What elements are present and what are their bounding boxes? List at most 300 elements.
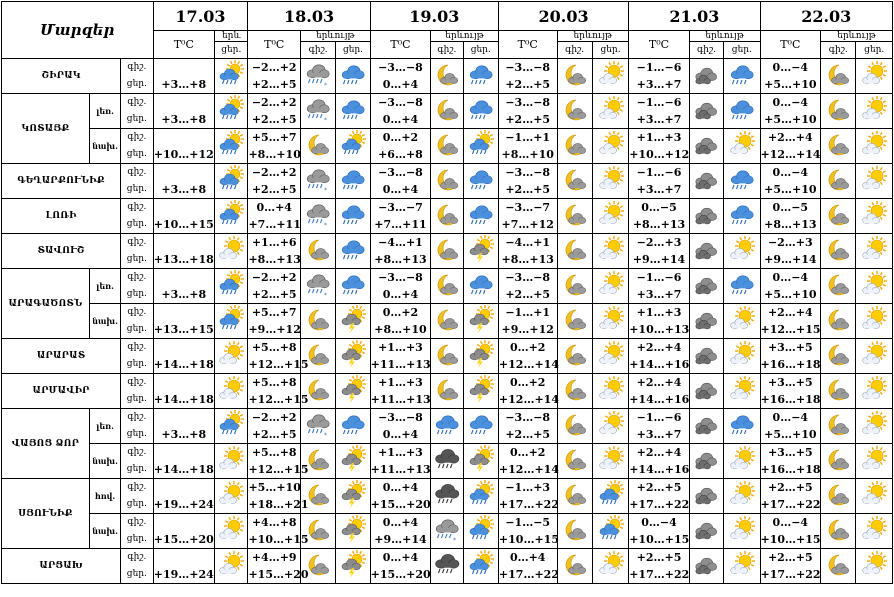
weather-icon-cell [557, 94, 592, 129]
sun-cloud-icon [859, 446, 889, 476]
day-temp: +3…+7 [636, 428, 682, 441]
night-temp: −1…−6 [636, 271, 682, 284]
weather-icon-cell [724, 94, 760, 129]
day-temp: 0…+4 [382, 428, 419, 441]
weather-icon-cell [724, 234, 760, 269]
night-temp: 0…+2 [509, 341, 546, 354]
table-row [2, 479, 893, 514]
sun-cloud-icon [596, 271, 626, 301]
temperature-cell [760, 409, 821, 444]
moon-cloud-icon [432, 201, 462, 231]
day-temp: +8…+10 [374, 323, 427, 336]
day-temp: +9…+12 [248, 323, 301, 336]
temperature-cell [629, 129, 690, 164]
day-header: ցեր. [592, 42, 628, 59]
weather-icon-cell [463, 199, 498, 234]
temperature-cell [248, 304, 301, 339]
temperature-cell [498, 479, 557, 514]
weather-icon-cell [336, 94, 370, 129]
weather-icon-cell [336, 59, 370, 94]
weather-icon-cell [431, 549, 463, 584]
night-temp: −3…−8 [378, 96, 423, 109]
date-header: 19.03 [370, 2, 498, 31]
moon-cloud-icon [560, 446, 590, 476]
day-temp: +14…+16 [629, 393, 690, 406]
weather-icon-cell [215, 444, 248, 479]
temperature-cell [370, 479, 431, 514]
sun-cloud-rain-icon [466, 516, 496, 546]
weather-icon-cell [689, 374, 723, 409]
subregion-name: լեռ. [89, 409, 120, 444]
sun-cloud-icon [727, 446, 757, 476]
night-temp: +2…+4 [767, 131, 813, 144]
night-temp: +4…+9 [251, 551, 297, 564]
weather-icon-cell [215, 94, 248, 129]
moon-cloud-icon [823, 61, 853, 91]
night-temp: +1…+3 [378, 341, 423, 354]
day-header: ցեր. [336, 42, 370, 59]
weather-icon-cell [856, 549, 893, 584]
weather-icon-cell [724, 409, 760, 444]
moon-cloud-icon [560, 271, 590, 301]
sun-cloud-storm-icon [338, 446, 368, 476]
day-temp: +17…+22 [629, 568, 690, 581]
night-temp: −4…+1 [505, 236, 551, 249]
night-temp: −1…−5 [505, 516, 551, 529]
cloud-rain-icon [466, 166, 496, 196]
night-temp: −1…−6 [636, 96, 682, 109]
temperature-cell [498, 199, 557, 234]
weather-icon-cell [724, 549, 760, 584]
day-header: ցեր. [856, 42, 893, 59]
weather-header: երևույթ [689, 31, 760, 42]
region-name: ԱՐՄԱՎԻՐ [2, 374, 121, 409]
sun-cloud-storm-icon [338, 306, 368, 336]
weather-icon-cell [856, 94, 893, 129]
weather-icon-cell [431, 269, 463, 304]
sun-cloud-rain-icon [466, 551, 496, 581]
day-temp: +3…+7 [636, 113, 682, 126]
weather-icon-cell [689, 129, 723, 164]
cloud-icon [691, 411, 721, 441]
sun-cloud-storm-icon [338, 551, 368, 581]
night-temp [154, 479, 215, 496]
day-temp: +18…+21 [248, 498, 309, 511]
sun-cloud-icon [727, 376, 757, 406]
night-temp: 0…+4 [382, 516, 419, 529]
day-temp: +10…+15 [760, 533, 821, 546]
night-temp: −3…−7 [378, 201, 423, 214]
table-row [2, 129, 893, 164]
night-temp: 0…−5 [772, 201, 809, 214]
svg-text:*: * [324, 292, 328, 299]
day-temp: +3…+8 [161, 113, 207, 126]
sun-cloud-icon [859, 551, 889, 581]
weather-icon-cell [431, 164, 463, 199]
weather-icon-cell [856, 269, 893, 304]
night-temp: −3…−8 [378, 411, 423, 424]
temperature-cell [248, 164, 301, 199]
sun-cloud-storm-icon [338, 481, 368, 511]
region-name: ԿՈՏԱՅՔ [2, 94, 90, 164]
night-temp: −2…+3 [767, 236, 813, 249]
temp-header: T⁰C [153, 31, 215, 59]
temperature-cell [760, 444, 821, 479]
sun-cloud-icon [859, 481, 889, 511]
day-temp: +12…+15 [248, 463, 309, 476]
day-temp: +10…+12 [629, 148, 690, 161]
date-header: 22.03 [760, 2, 892, 31]
weather-icon-cell [821, 409, 856, 444]
day-temp: +5…+10 [764, 113, 817, 126]
temperature-cell [248, 129, 301, 164]
night-day-labels: գիշ. ցեր. [121, 199, 153, 234]
weather-icon-cell [689, 444, 723, 479]
temperature-cell [760, 269, 821, 304]
day-temp: 0…+4 [382, 78, 419, 91]
weather-icon-cell [689, 409, 723, 444]
night-temp [154, 549, 215, 566]
subregion-name: լեռ. [89, 269, 120, 304]
temperature-cell [760, 514, 821, 549]
moon-cloud-icon [560, 96, 590, 126]
weather-icon-cell [431, 339, 463, 374]
day-temp: +10…+15 [629, 533, 690, 546]
night-header: գիշ. [300, 42, 335, 59]
temperature-cell [248, 479, 309, 514]
temperature-cell [370, 164, 431, 199]
svg-text:*: * [324, 82, 328, 89]
cloud-rain-snow-icon [303, 61, 333, 91]
weather-icon-cell [724, 444, 760, 479]
night-temp: +1…+3 [378, 446, 423, 459]
temperature-cell [248, 199, 301, 234]
weather-icon-cell [336, 514, 370, 549]
weather-icon-cell [557, 234, 592, 269]
moon-cloud-icon [560, 481, 590, 511]
weather-icon-cell [592, 374, 628, 409]
table-row [2, 234, 893, 269]
sun-cloud-icon [596, 96, 626, 126]
sun-cloud-icon [216, 481, 246, 511]
weather-icon-cell [463, 59, 498, 94]
temperature-cell [629, 94, 690, 129]
temperature-cell [760, 549, 821, 584]
moon-cloud-icon [560, 341, 590, 371]
temperature-cell [629, 549, 690, 584]
night-temp: 0…+2 [509, 376, 546, 389]
temperature-cell [629, 444, 690, 479]
night-temp [154, 409, 215, 426]
night-temp [154, 444, 215, 461]
night-day-labels: գիշ. ցեր. [121, 164, 153, 199]
weather-icon-cell [463, 269, 498, 304]
subregion-name: նախ. [89, 129, 120, 164]
sun-cloud-icon [596, 166, 626, 196]
temp-header: T⁰C [370, 31, 431, 59]
cloud-rain-icon [727, 271, 757, 301]
day-temp: +17…+22 [498, 498, 559, 511]
sun-cloud-icon [859, 166, 889, 196]
night-day-labels: գիշ. ցեր. [121, 444, 153, 479]
weather-icon-cell [463, 514, 498, 549]
moon-cloud-icon [560, 131, 590, 161]
day-temp: 0…+4 [382, 183, 419, 196]
weather-icon-cell [300, 269, 335, 304]
weather-icon-cell [557, 59, 592, 94]
weather-icon-cell [821, 339, 856, 374]
weather-icon-cell [856, 374, 893, 409]
weather-icon-cell [689, 164, 723, 199]
sun-cloud-icon [596, 306, 626, 336]
weather-icon-cell [336, 234, 370, 269]
temperature-cell [370, 444, 431, 479]
weather-icon-cell [215, 514, 248, 549]
weather-icon-cell [300, 409, 335, 444]
weather-icon-cell [592, 129, 628, 164]
night-temp: +2…+5 [767, 551, 813, 564]
weather-icon-cell [431, 199, 463, 234]
night-temp: +5…+8 [251, 446, 297, 459]
temperature-cell [153, 164, 215, 199]
night-temp: 0…+2 [382, 131, 419, 144]
sun-cloud-icon [596, 131, 626, 161]
cloud-icon [691, 341, 721, 371]
temperature-cell [248, 409, 301, 444]
night-day-labels: գիշ. ցեր. [121, 409, 153, 444]
day-temp: +6…+8 [378, 148, 423, 161]
dark-cloud-icon [432, 446, 462, 476]
sun-cloud-rain-icon [216, 166, 246, 196]
night-temp: +5…+8 [251, 376, 297, 389]
cloud-icon [691, 61, 721, 91]
temp-header: T⁰C [760, 31, 821, 59]
temperature-cell [629, 409, 690, 444]
day-temp: +3…+8 [161, 288, 207, 301]
night-temp: 0…+4 [256, 201, 292, 214]
weather-icon-cell [557, 444, 592, 479]
day-temp: +3…+8 [161, 78, 207, 91]
day-temp: +10…+15 [153, 218, 214, 231]
night-temp: −3…−8 [378, 166, 423, 179]
day-temp: +17…+22 [760, 498, 821, 511]
temperature-cell [498, 304, 557, 339]
weather-icon-cell [724, 479, 760, 514]
svg-text:*: * [324, 117, 328, 124]
moon-cloud-icon [560, 551, 590, 581]
night-temp: −1…−6 [636, 166, 682, 179]
cloud-rain-icon [432, 411, 462, 441]
cloud-icon [691, 201, 721, 231]
weather-icon-cell [215, 199, 248, 234]
day-temp: 0…+4 [382, 113, 419, 126]
day-temp: +3…+7 [636, 78, 682, 91]
temperature-cell [370, 129, 431, 164]
moon-cloud-icon [823, 411, 853, 441]
sun-cloud-icon [216, 236, 246, 266]
weather-icon-cell [856, 479, 893, 514]
day-temp: +17…+22 [629, 498, 690, 511]
night-day-labels: գիշ. ցեր. [121, 549, 153, 584]
day-temp: +9…+14 [764, 253, 817, 266]
sun-cloud-icon [859, 131, 889, 161]
weather-icon-cell [431, 304, 463, 339]
weather-icon-cell [215, 269, 248, 304]
weather-icon-cell [300, 164, 335, 199]
day-temp: +16…+18 [760, 393, 821, 406]
region-name: ԼՈՌԻ [2, 199, 121, 234]
day-temp: +3…+8 [161, 183, 207, 196]
night-day-labels: գիշ. ցեր. [121, 234, 153, 269]
weather-icon-cell [689, 59, 723, 94]
weather-icon-cell [336, 339, 370, 374]
night-temp: +2…+4 [636, 341, 682, 354]
cloud-rain-icon [338, 271, 368, 301]
weather-icon-cell [592, 234, 628, 269]
moon-cloud-icon [432, 236, 462, 266]
night-temp: +1…+3 [636, 131, 682, 144]
weather-icon-cell [689, 234, 723, 269]
sun-cloud-storm-icon [338, 516, 368, 546]
weather-icon-cell [856, 129, 893, 164]
day-temp: +2…+5 [505, 113, 551, 126]
night-temp: 0…−4 [772, 516, 809, 529]
weather-icon-cell [431, 234, 463, 269]
cloud-rain-icon [338, 411, 368, 441]
temperature-cell [629, 479, 690, 514]
table-row [2, 59, 893, 94]
cloud-rain-snow-icon [303, 166, 333, 196]
night-temp: 0…+4 [382, 481, 419, 494]
day-temp: +2…+5 [505, 288, 551, 301]
day-temp: +2…+5 [505, 183, 551, 196]
temperature-cell [248, 59, 301, 94]
day-temp: +3…+7 [636, 288, 682, 301]
moon-cloud-icon [823, 341, 853, 371]
night-temp [154, 59, 215, 76]
night-temp: +1…+3 [636, 306, 682, 319]
cloud-rain-snow-icon [303, 201, 333, 231]
day-temp: +17…+22 [498, 568, 559, 581]
sun-cloud-rain-icon [216, 411, 246, 441]
night-temp: 0…−5 [641, 201, 677, 214]
day-temp: +10…+12 [153, 148, 214, 161]
cloud-icon [691, 481, 721, 511]
weather-icon-cell [821, 269, 856, 304]
day-temp: +12…+15 [248, 393, 309, 406]
temperature-cell [629, 304, 690, 339]
night-temp: +3…+5 [767, 446, 813, 459]
moon-cloud-icon [823, 446, 853, 476]
weather-icon-cell [463, 549, 498, 584]
weather-icon-cell [724, 164, 760, 199]
weather-icon-cell [689, 339, 723, 374]
weather-icon-cell [856, 304, 893, 339]
weather-icon-cell [215, 129, 248, 164]
weather-header: երևույթ [557, 31, 629, 42]
day-temp: +5…+10 [764, 428, 817, 441]
cloud-rain-icon [727, 411, 757, 441]
weather-icon-cell [557, 164, 592, 199]
sun-cloud-icon [727, 306, 757, 336]
sun-cloud-icon [727, 341, 757, 371]
day-temp: +12…+14 [760, 148, 821, 161]
weather-icon-cell [592, 549, 628, 584]
night-temp: +1…+6 [251, 236, 297, 249]
moon-cloud-icon [560, 201, 590, 231]
weather-icon-cell [821, 234, 856, 269]
cloud-icon [691, 551, 721, 581]
moon-cloud-icon [560, 236, 590, 266]
table-row [2, 94, 893, 129]
temp-header: T⁰C [248, 31, 301, 59]
weather-icon-cell [689, 549, 723, 584]
weather-icon-cell [821, 549, 856, 584]
day-temp: +2…+5 [251, 78, 297, 91]
sun-cloud-icon [596, 236, 626, 266]
day-temp: +8…+13 [501, 253, 554, 266]
day-temp: +9…+12 [501, 323, 554, 336]
moon-cloud-icon [823, 376, 853, 406]
date-header: 17.03 [153, 2, 248, 31]
sun-cloud-rain-icon [216, 306, 246, 336]
weather-icon-cell [336, 304, 370, 339]
sun-cloud-icon [596, 551, 626, 581]
sun-cloud-icon [859, 306, 889, 336]
night-day-labels: գիշ. ցեր. [121, 129, 153, 164]
moon-cloud-icon [560, 516, 590, 546]
weather-header: երևույթ [431, 31, 499, 42]
weather-icon-cell [463, 129, 498, 164]
night-temp: 0…−4 [641, 516, 677, 529]
night-temp: −3…−8 [505, 96, 551, 109]
weather-icon-cell [557, 339, 592, 374]
temperature-cell [498, 234, 557, 269]
cloud-icon [691, 516, 721, 546]
sun-cloud-icon [596, 61, 626, 91]
weather-icon-cell [821, 129, 856, 164]
night-temp: −1…+3 [505, 481, 551, 494]
temperature-cell [629, 514, 690, 549]
sun-cloud-storm-icon [338, 376, 368, 406]
temperature-cell [248, 374, 309, 409]
moon-cloud-icon [432, 131, 462, 161]
day-temp: +5…+10 [764, 78, 817, 91]
temperature-cell [760, 59, 821, 94]
temperature-cell [498, 514, 557, 549]
day-temp: +12…+14 [498, 393, 559, 406]
weather-icon-cell [592, 59, 628, 94]
night-temp: +5…+7 [251, 306, 297, 319]
sun-cloud-icon [727, 551, 757, 581]
sun-cloud-icon [859, 201, 889, 231]
weather-icon-cell [215, 164, 248, 199]
temperature-cell [153, 444, 215, 479]
cloud-rain-snow-icon [432, 516, 462, 546]
moon-cloud-icon [823, 481, 853, 511]
weather-icon-cell [463, 339, 498, 374]
weather-icon-cell [821, 514, 856, 549]
weather-icon-cell [821, 304, 856, 339]
cloud-icon [691, 376, 721, 406]
day-temp: +2…+5 [505, 78, 551, 91]
temperature-cell [370, 339, 431, 374]
temperature-cell [760, 199, 821, 234]
weather-icon-cell [463, 94, 498, 129]
sun-cloud-rain-icon [466, 481, 496, 511]
night-temp: −2…+3 [636, 236, 682, 249]
table-row [2, 374, 893, 409]
